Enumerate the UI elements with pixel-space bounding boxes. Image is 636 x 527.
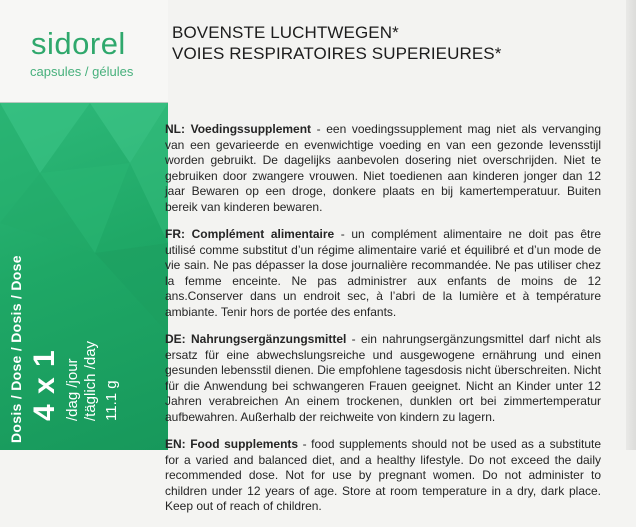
dosage-panel bbox=[0, 103, 168, 450]
brand-name: sidorel bbox=[31, 26, 126, 61]
section-de bbox=[165, 332, 601, 425]
section-fr bbox=[165, 227, 601, 320]
page-title bbox=[172, 22, 501, 64]
brand-column bbox=[0, 0, 168, 450]
section-body: - un complément alimentaire ne doit pas être utilisé comme substitut d’un régime alimentaire varié et équilibré et d’un mode de vie sain. Ne pas dépasser la dose journalière recommandée. Ne pas utiliser chez la femme enceinte. Ne pas administrer aux enfants de moins de 12 ans.Conserver dans un endroit sec, à l’abri de la lumière et à température ambiante. Tenir hors de portée des enfants. bbox=[165, 227, 601, 319]
warnings-text bbox=[165, 122, 601, 527]
label-edge bbox=[626, 0, 636, 450]
section-heading: FR: Complément alimentaire bbox=[165, 227, 335, 241]
title-nl: BOVENSTE LUCHTWEGEN* bbox=[172, 23, 399, 42]
section-body: - ein nahrungsergänzungsmittel darf nicht als ersatz für eine abwechslungsreiche und ausgewogene ernährung und einen gesunden lebensstil dienen. Die empfohlene tagesdosis nicht überschreiten. Nicht für die Anwendung bei schwangeren Frauen geeignet. Nicht an Kinder unter 12 Jahren verabreichen An einem trockenen, dunklen ort bei zimmertemperatur aufbewahren. Außerhalb der reichweite von kindern zu lagern. bbox=[165, 332, 601, 424]
dosage-amount: 4 x 1 bbox=[28, 349, 61, 421]
dosage-label: Dosis / Dose / Dosis / Dose bbox=[8, 255, 24, 443]
section-body: - food supplements should not be used as a substitute for a varied and balanced diet, and a healthy lifestyle. Do not exceed the daily recommended dose. Not for use by pregnant women. Do not administer to children under 12 years of age. Store at room temperature in a dry, dark place. Keep out of reach of children. bbox=[165, 437, 602, 513]
section-nl bbox=[165, 122, 601, 215]
section-en bbox=[165, 437, 601, 515]
title-fr: VOIES RESPIRATOIRES SUPERIEURES* bbox=[172, 44, 502, 63]
dosage-weight: 11.1 g bbox=[103, 380, 120, 421]
section-body: - een voedingssupplement mag niet als vervanging van een gevarieerde en evenwichtige voeding en van een gezonde levensstijl worden gebruikt. De dagelijks aanbevolen dosering niet overschrijden. Niet te gebruiken door zwangere vrouwen. Niet toedienen aan kinderen jonger dan 12 jaar Bewaren op een droge, donkere plaats en bij kamertemperatuur. Buiten bereik van kinderen bewaren. bbox=[165, 122, 601, 214]
section-heading: NL: Voedingssupplement bbox=[165, 122, 312, 136]
dosage-per-day-2: /täglich /day bbox=[82, 340, 99, 421]
brand-subtitle: capsules / gélules bbox=[30, 64, 134, 79]
section-heading: EN: Food supplements bbox=[165, 437, 299, 451]
dosage-text-block bbox=[0, 103, 168, 450]
dosage-per-day: /dag /jour bbox=[64, 358, 81, 421]
section-heading: DE: Nahrungsergänzungsmittel bbox=[165, 332, 347, 346]
